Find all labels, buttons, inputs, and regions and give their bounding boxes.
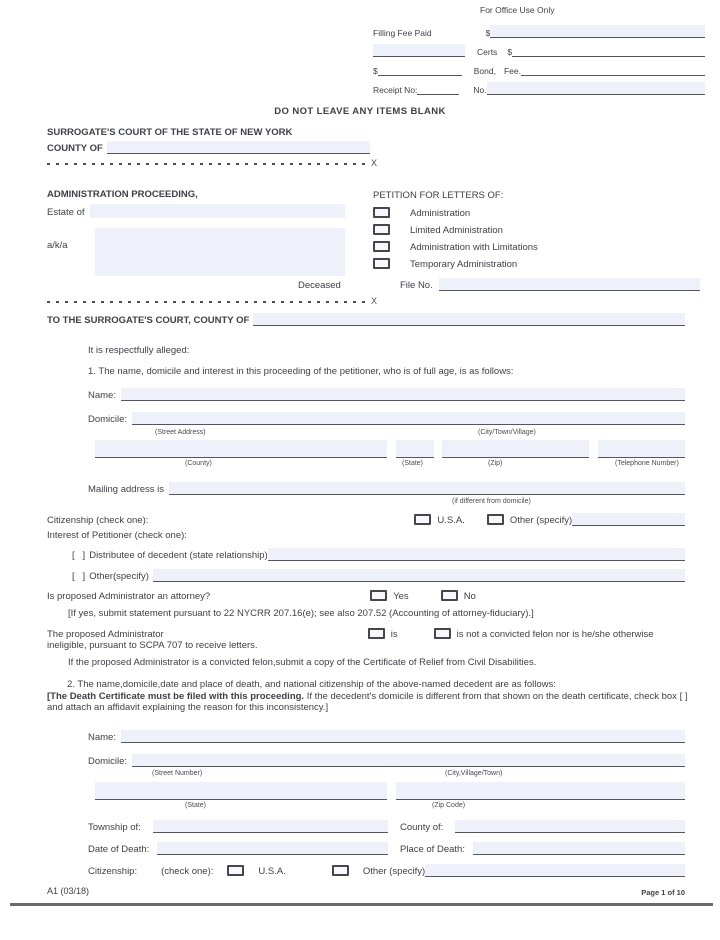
decedent-state-input[interactable] bbox=[95, 782, 387, 800]
distributee-label: Distributee of decedent (state relationship) bbox=[89, 550, 268, 561]
letters-limitations-checkbox[interactable] bbox=[373, 241, 390, 252]
filing-fee-input[interactable] bbox=[490, 25, 705, 38]
no-input[interactable] bbox=[487, 82, 705, 95]
petition-title: PETITION FOR LETTERS OF: bbox=[373, 190, 504, 201]
state-caption: (State) bbox=[402, 460, 424, 467]
office-use-title: For Office Use Only bbox=[480, 5, 555, 15]
proceeding-title: ADMINISTRATION PROCEEDING, bbox=[47, 189, 198, 200]
no-label: No. bbox=[473, 85, 487, 95]
receipt-no-label: Receipt No: bbox=[373, 85, 418, 95]
decedent-usa-label: U.S.A. bbox=[258, 866, 286, 877]
attorney-note: [If yes, submit statement pursuant to 22 NYCRR 207.16(e); see also 207.52 (Accounting of attorney-fiduciary).] bbox=[68, 608, 534, 619]
letters-limited-label: Limited Administration bbox=[410, 225, 503, 236]
court-title: SURROGATE'S COURT OF THE STATE OF NEW YORK bbox=[47, 127, 293, 138]
section-separator bbox=[47, 296, 377, 306]
decedent-citizenship-label: Citizenship: bbox=[88, 866, 138, 877]
petitioner-name-label: Name: bbox=[88, 390, 116, 401]
decedent-domicile-label: Domicile: bbox=[88, 756, 128, 767]
section-separator bbox=[47, 158, 377, 168]
telephone-caption: (Telephone Number) bbox=[615, 460, 679, 467]
receipt-no-input[interactable] bbox=[417, 82, 459, 95]
letters-temporary-label: Temporary Administration bbox=[410, 259, 518, 270]
attorney-yes-label: Yes bbox=[393, 591, 409, 602]
petitioner-other-specify-input[interactable] bbox=[572, 513, 685, 526]
street-address-caption: (Street Address) bbox=[155, 429, 206, 436]
other-interest-input[interactable] bbox=[153, 569, 685, 582]
decedent-domicile-input[interactable] bbox=[132, 754, 685, 767]
other-bracket-checkbox[interactable]: [ ] bbox=[72, 571, 86, 582]
place-of-death-input[interactable] bbox=[473, 842, 685, 855]
date-of-death-label: Date of Death: bbox=[88, 844, 150, 855]
township-label: Township of: bbox=[88, 822, 141, 833]
decedent-other-specify-label: Other (specify) bbox=[362, 866, 426, 877]
felon-note: If the proposed Administrator is a convicted felon,submit a copy of the Certificate of Relief from Civil Disabilities. bbox=[68, 657, 537, 668]
petitioner-other-specify-label: Other (specify) bbox=[509, 515, 573, 526]
petitioner-other-checkbox[interactable] bbox=[487, 514, 504, 525]
other-interest-label: Other(specify) bbox=[89, 571, 149, 582]
certs-label: Certs bbox=[477, 47, 498, 57]
death-certificate-bold: [The Death Certificate must be filed with this proceeding. bbox=[47, 690, 305, 702]
decedent-zip-caption: (Zip Code) bbox=[432, 802, 466, 809]
check-one-label: (check one): bbox=[161, 866, 214, 877]
mailing-address-label: Mailing address is bbox=[88, 484, 165, 495]
decedent-other-checkbox[interactable] bbox=[332, 865, 349, 876]
mailing-caption: (if different from domicile) bbox=[452, 498, 531, 505]
county-input[interactable] bbox=[107, 141, 370, 154]
letters-limited-checkbox[interactable] bbox=[373, 224, 390, 235]
file-no-label: File No. bbox=[400, 280, 433, 291]
separator-x: X bbox=[370, 296, 377, 306]
death-county-input[interactable] bbox=[455, 820, 685, 833]
certs-amount-input[interactable] bbox=[512, 44, 705, 57]
decedent-name-label: Name: bbox=[88, 732, 116, 743]
bond-label: Bond, bbox=[473, 66, 496, 76]
death-county-label: County of: bbox=[400, 822, 444, 833]
office-blank-input[interactable] bbox=[373, 44, 465, 57]
separator-x: X bbox=[370, 158, 377, 168]
petitioner-county-input[interactable] bbox=[95, 440, 387, 458]
fee-label: Fee. bbox=[503, 66, 521, 76]
aka-label: a/k/a bbox=[47, 240, 68, 251]
county-caption: (County) bbox=[185, 460, 212, 467]
petitioner-usa-checkbox[interactable] bbox=[414, 514, 431, 525]
petitioner-domicile-label: Domicile: bbox=[88, 414, 128, 425]
to-court-county-input[interactable] bbox=[253, 313, 685, 326]
date-of-death-input[interactable] bbox=[157, 842, 388, 855]
attorney-yes-checkbox[interactable] bbox=[370, 590, 387, 601]
zip-caption: (Zip) bbox=[488, 460, 503, 467]
is-not-felon-checkbox[interactable] bbox=[434, 628, 451, 639]
petitioner-state-input[interactable] bbox=[396, 440, 434, 458]
township-input[interactable] bbox=[153, 820, 388, 833]
decedent-usa-checkbox[interactable] bbox=[227, 865, 244, 876]
proposed-admin-label: The proposed Administrator bbox=[47, 629, 164, 640]
do-not-leave-blank-notice: DO NOT LEAVE ANY ITEMS BLANK bbox=[274, 106, 446, 117]
city-village-town-caption: (City,Village/Town) bbox=[445, 770, 503, 777]
paragraph-2-line1: 2. The name,domicile,date and place of death, and national citizenship of the above-named decedent are as follows: bbox=[67, 679, 556, 690]
petitioner-name-input[interactable] bbox=[121, 388, 685, 401]
is-felon-checkbox[interactable] bbox=[368, 628, 385, 639]
page-number: Page 1 of 10 bbox=[641, 888, 685, 897]
office-amount-input[interactable] bbox=[378, 63, 462, 76]
letters-administration-label: Administration bbox=[410, 208, 471, 219]
death-certificate-rest: If the decedent's domicile is different from that shown on the death certificate, check box [ ] and attach an affidavit explaining the reason for this inconsistency.] bbox=[47, 690, 688, 713]
letters-temporary-checkbox[interactable] bbox=[373, 258, 390, 269]
distributee-relationship-input[interactable] bbox=[268, 548, 685, 561]
dollar-sign: $ bbox=[485, 28, 491, 38]
aka-input[interactable] bbox=[95, 228, 345, 276]
filling-fee-label: Filling Fee Paid bbox=[373, 28, 432, 38]
estate-of-label: Estate of bbox=[47, 207, 85, 218]
form-id: A1 (03/18) bbox=[47, 886, 90, 896]
attorney-no-label: No bbox=[463, 591, 476, 602]
distributee-bracket-checkbox[interactable]: [ ] bbox=[72, 550, 86, 561]
to-court-label: TO THE SURROGATE'S COURT, COUNTY OF bbox=[47, 315, 250, 326]
decedent-other-specify-input[interactable] bbox=[425, 864, 685, 877]
attorney-no-checkbox[interactable] bbox=[441, 590, 458, 601]
petitioner-phone-input[interactable] bbox=[598, 440, 685, 458]
petitioner-domicile-input[interactable] bbox=[132, 412, 685, 425]
county-of-label: COUNTY OF bbox=[47, 143, 103, 154]
alleged-line: It is respectfully alleged: bbox=[88, 345, 190, 356]
mailing-address-input[interactable] bbox=[169, 482, 685, 495]
decedent-name-input[interactable] bbox=[121, 730, 685, 743]
estate-of-input[interactable] bbox=[90, 204, 346, 218]
petitioner-citizenship-label: Citizenship (check one): bbox=[47, 515, 149, 526]
place-of-death-label: Place of Death: bbox=[400, 844, 465, 855]
ineligible-line: ineligible, pursuant to SCPA 707 to receive letters. bbox=[47, 640, 258, 651]
deceased-label: Deceased bbox=[298, 280, 341, 291]
paragraph-1: 1. The name, domicile and interest in this proceeding of the petitioner, who is of full age, is as follows: bbox=[88, 366, 514, 377]
decedent-state-caption: (State) bbox=[185, 802, 207, 809]
decedent-zip-input[interactable] bbox=[396, 782, 685, 800]
bond-fee-input[interactable] bbox=[521, 63, 705, 76]
page-bottom-rule bbox=[10, 903, 713, 906]
is-not-felon-label: is not a convicted felon nor is he/she otherwise bbox=[456, 629, 654, 640]
city-town-village-caption: (City/Town/Village) bbox=[478, 429, 536, 436]
petitioner-zip-input[interactable] bbox=[442, 440, 589, 458]
street-number-caption: (Street Number) bbox=[152, 770, 203, 777]
letters-limitations-label: Administration with Limitations bbox=[410, 242, 538, 253]
is-label: is bbox=[390, 629, 398, 640]
dashed-line bbox=[47, 301, 366, 303]
dashed-line bbox=[47, 163, 366, 165]
dollar-sign: $ bbox=[507, 47, 513, 57]
attorney-question-label: Is proposed Administrator an attorney? bbox=[47, 591, 211, 602]
paragraph-2-note bbox=[47, 691, 689, 714]
interest-of-petitioner-label: Interest of Petitioner (check one): bbox=[47, 530, 187, 541]
file-no-input[interactable] bbox=[439, 278, 700, 291]
petitioner-usa-label: U.S.A. bbox=[437, 515, 465, 526]
dollar-sign: $ bbox=[373, 66, 378, 76]
letters-administration-checkbox[interactable] bbox=[373, 207, 390, 218]
